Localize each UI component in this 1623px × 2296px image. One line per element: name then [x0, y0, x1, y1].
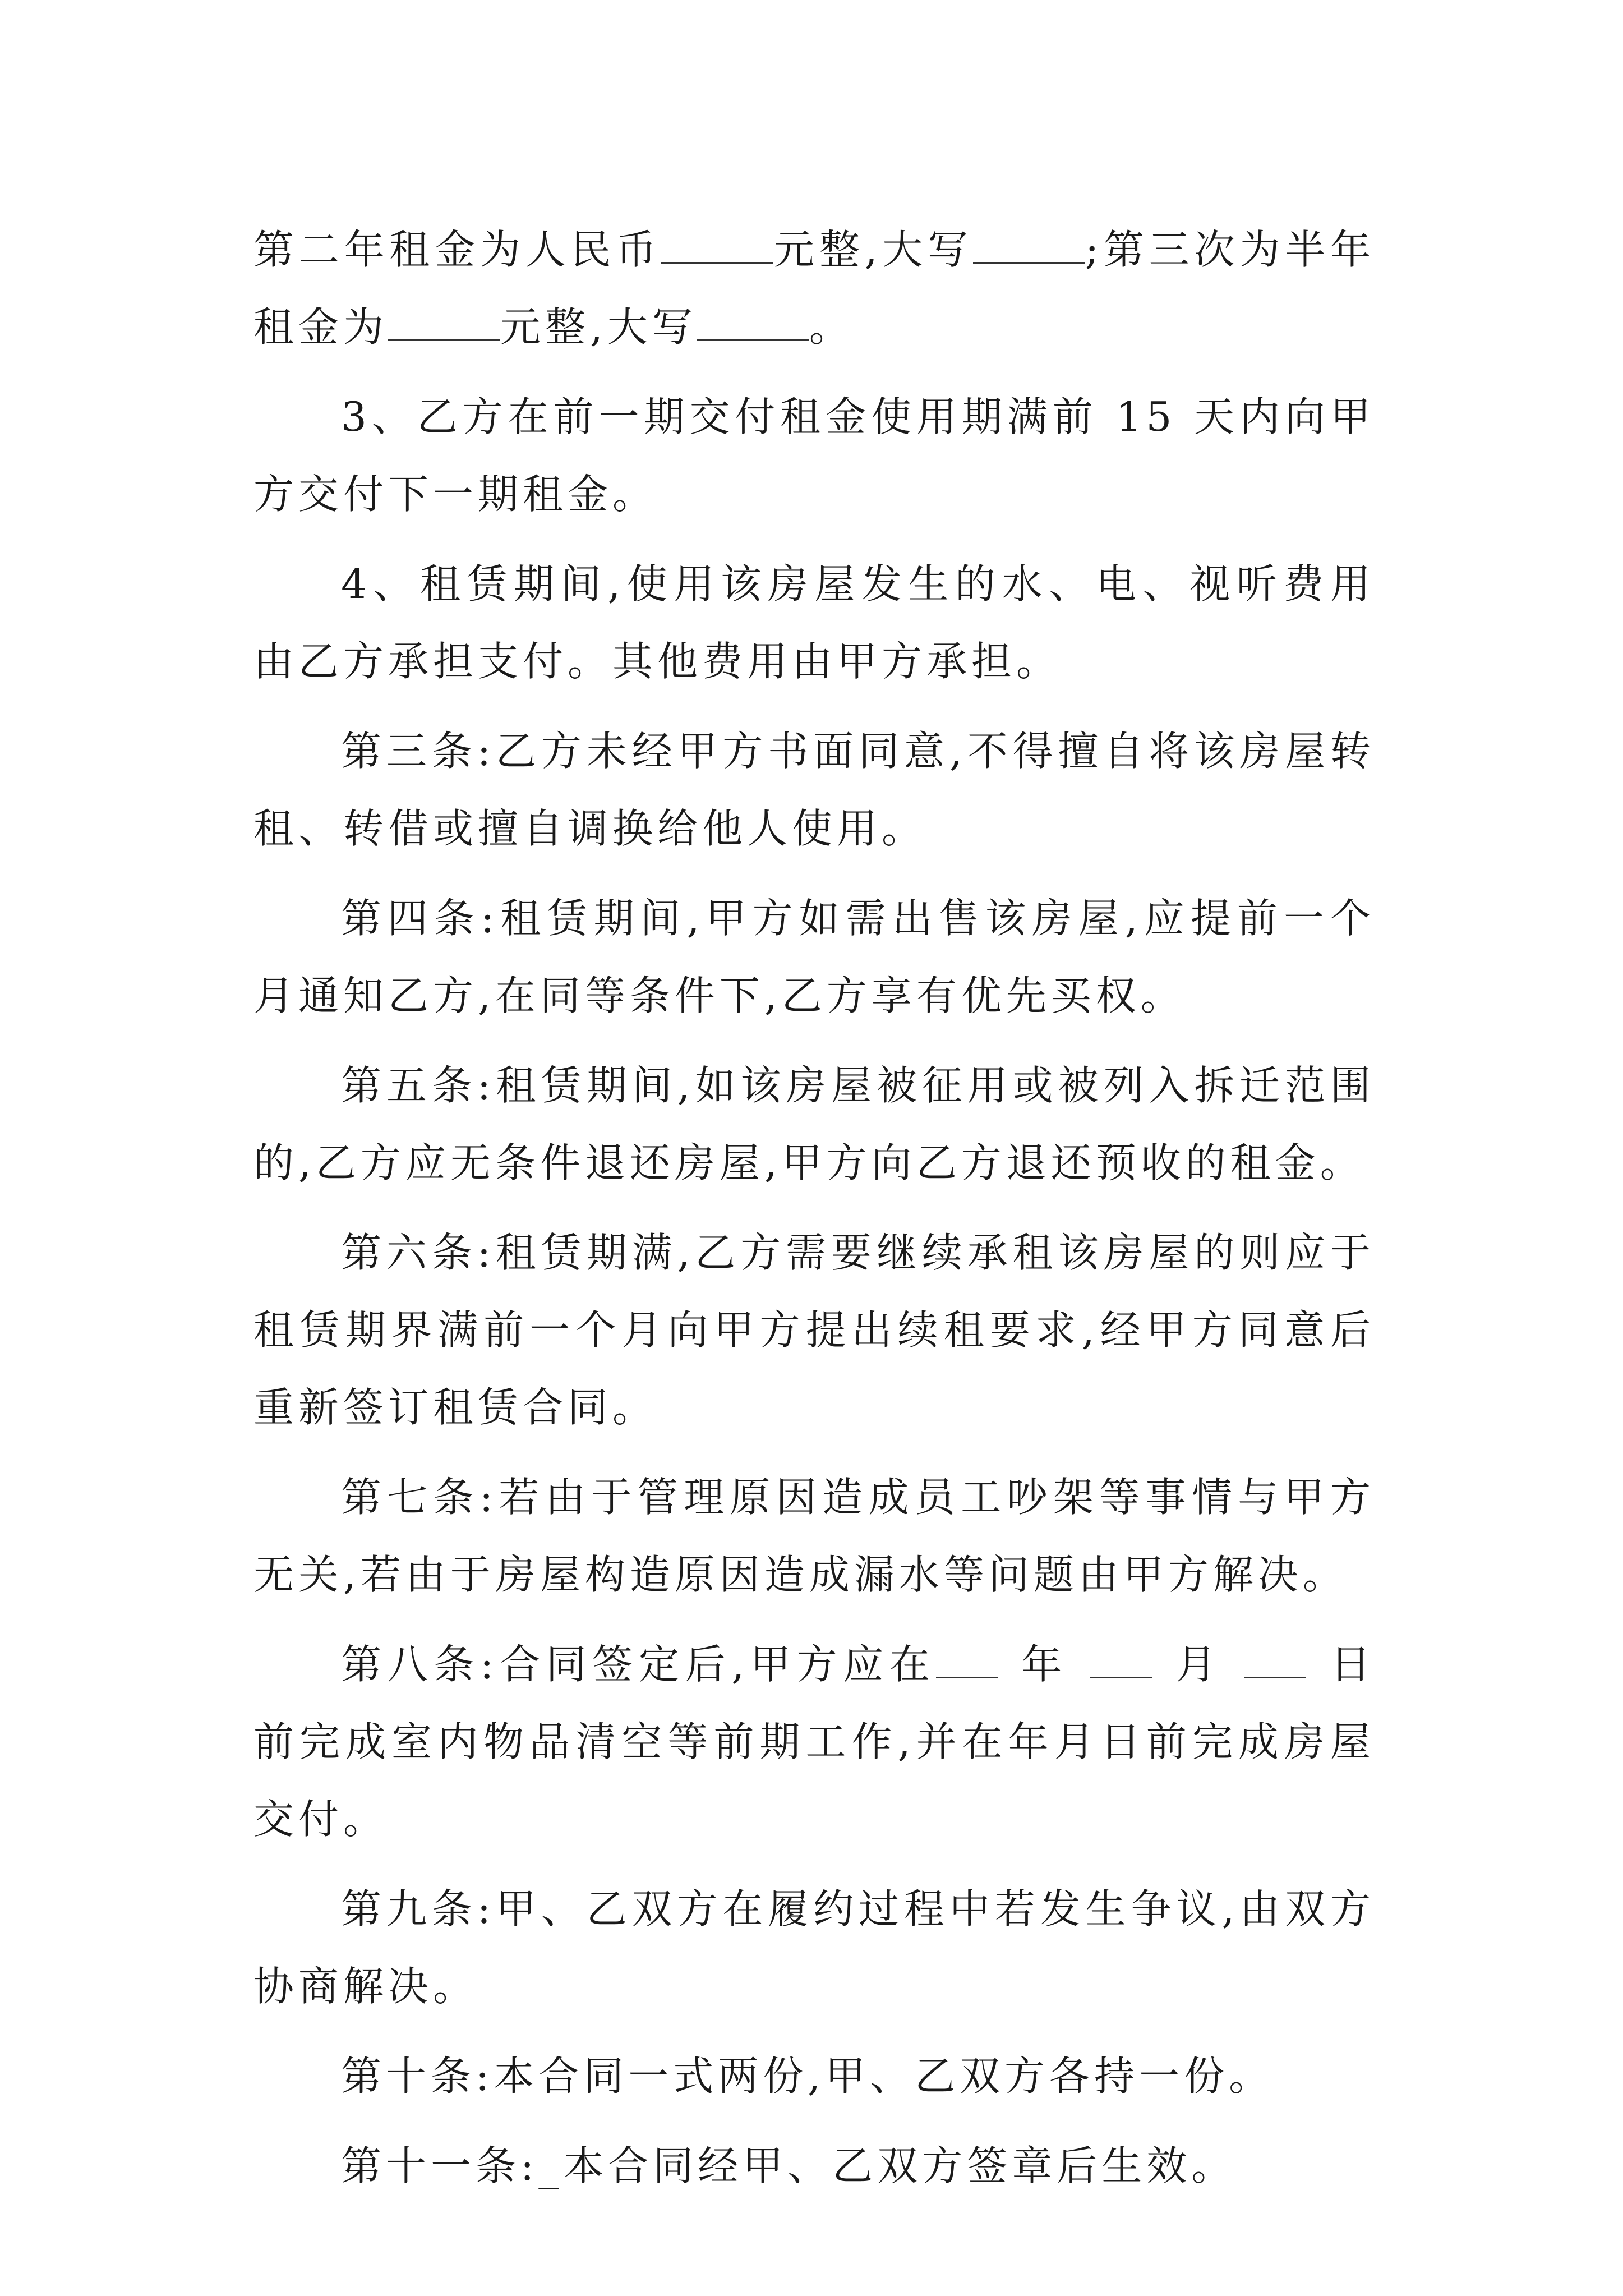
blank-field [697, 306, 809, 341]
paragraph-article-3: 第三条:乙方未经甲方书面同意,不得擅自将该房屋转租、转借或擅自调换给他人使用。 [253, 728, 1375, 852]
paragraph-clause-4: 4、租赁期间,使用该房屋发生的水、电、视听费用由乙方承担支付。其他费用由甲方承担。 [253, 560, 1375, 685]
text-segment: 日前完成室内物品清空等前期工作,并在年月日前完成房屋交付。 [253, 1641, 1375, 1843]
paragraph-article-11: 第十一条:_本合同经甲、乙双方签章后生效。 [341, 2142, 1237, 2189]
text-segment: 第八条:合同签定后,甲方应在 [341, 1641, 936, 1688]
blank-field [1244, 1643, 1306, 1678]
paragraph-clause-3: 3、乙方在前一期交付租金使用期满前 15 天内向甲方交付下一期租金。 [253, 393, 1375, 518]
text-segment: 元整,大写 [500, 303, 697, 351]
paragraph-article-9: 第九条:甲、乙双方在履约过程中若发生争议,由双方协商解决。 [253, 1885, 1375, 2010]
blank-field [661, 228, 773, 264]
text-segment: 年 [1020, 1641, 1068, 1688]
paragraph-article-7: 第七条:若由于管理原因造成员工吵架等事情与甲方无关,若由于房屋构造原因造成漏水等问题由甲方解决。 [253, 1474, 1375, 1598]
blank-field [973, 228, 1085, 264]
paragraph-article-8 [253, 1626, 1375, 1858]
paragraph-article-5: 第五条:租赁期间,如该房屋被征用或被列入拆迁范围的,乙方应无条件退还房屋,甲方向乙方退还预收的租金。 [253, 1062, 1375, 1186]
paragraph-article-6: 第六条:租赁期满,乙方需要继续承租该房屋的则应于租赁期界满前一个月向甲方提出续租要求,经甲方同意后重新签订租赁合同。 [253, 1229, 1375, 1431]
text-segment: 第二年租金为人民币 [253, 226, 662, 273]
paragraph-article-4: 第四条:租赁期间,甲方如需出售该房屋,应提前一个月通知乙方,在同等条件下,乙方享有优先买权。 [253, 895, 1375, 1019]
blank-field [1090, 1643, 1152, 1678]
paragraph-rent-second-year [253, 211, 1375, 366]
blank-field [388, 306, 500, 341]
blank-field [936, 1643, 998, 1678]
document-body [253, 211, 1375, 2217]
text-segment: ;第三次为半年租金为 [253, 226, 1375, 351]
text-segment: 。 [809, 303, 854, 351]
text-segment: 元整,大写 [773, 226, 973, 273]
paragraph-article-10: 第十条:本合同一式两份,甲、乙双方各持一份。 [341, 2053, 1274, 2100]
text-segment: 月 [1174, 1641, 1223, 1688]
